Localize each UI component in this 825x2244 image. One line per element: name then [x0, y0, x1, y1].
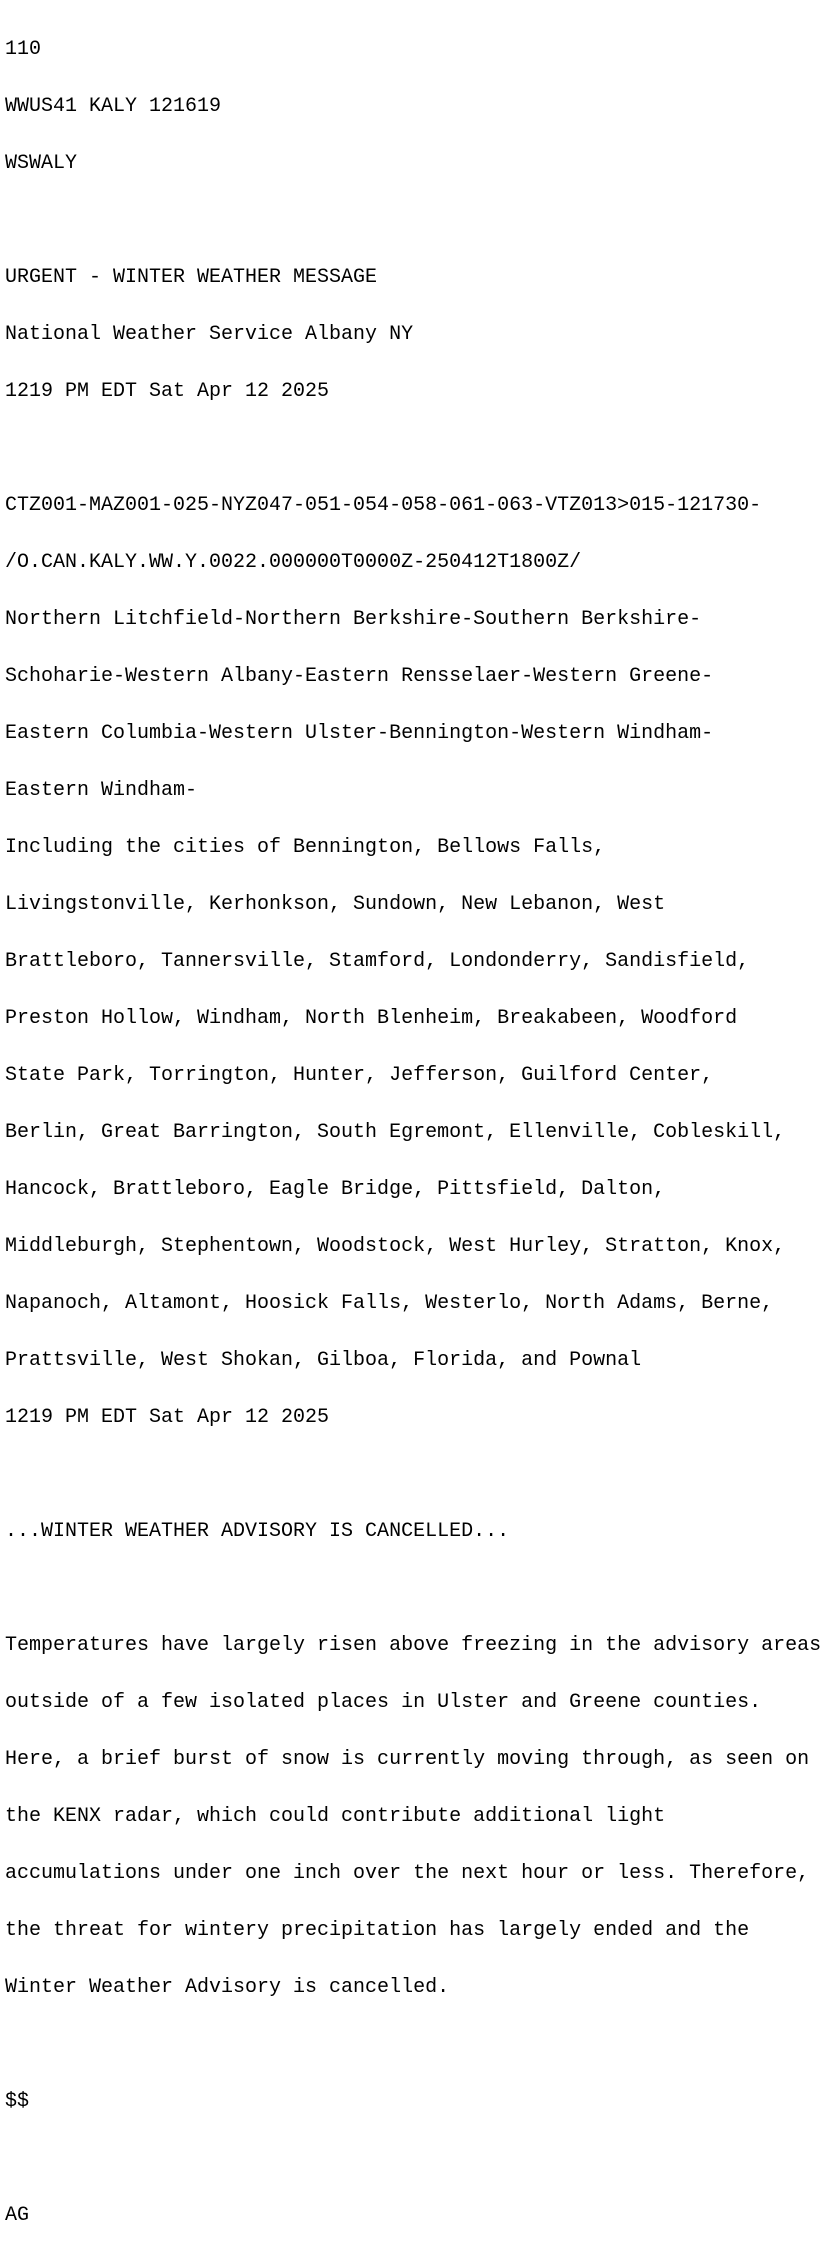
awips-id: WSWALY [5, 152, 78, 175]
segment-end-marker: $$ [5, 2090, 30, 2113]
forecaster-initials: AG [5, 2204, 30, 2227]
segment-issue-time: 1219 PM EDT Sat Apr 12 2025 [5, 1406, 330, 1429]
included-cities-line: Napanoch, Altamont, Hoosick Falls, Westerlo, North Adams, Berne, [5, 1292, 774, 1315]
blank-line [5, 2035, 825, 2054]
blank-line [5, 211, 825, 230]
discussion-line: Winter Weather Advisory is cancelled. [5, 1976, 450, 1999]
included-cities-line: Livingstonville, Kerhonkson, Sundown, New Lebanon, West [5, 893, 666, 916]
included-cities-line: Berlin, Great Barrington, South Egremont, Ellenville, Cobleskill, [5, 1121, 786, 1144]
discussion-line: the KENX radar, which could contribute additional light [5, 1805, 666, 1828]
zone-names-line: Eastern Columbia-Western Ulster-Bennington-Western Windham- [5, 722, 714, 745]
discussion-line: the threat for wintery precipitation has largely ended and the [5, 1919, 750, 1942]
headline: ...WINTER WEATHER ADVISORY IS CANCELLED... [5, 1520, 510, 1543]
zone-names-line: Schoharie-Western Albany-Eastern Rensselaer-Western Greene- [5, 665, 714, 688]
included-cities-line: Brattleboro, Tannersville, Stamford, Londonderry, Sandisfield, [5, 950, 750, 973]
blank-line [5, 1579, 825, 1598]
discussion-line: outside of a few isolated places in Ulster and Greene counties. [5, 1691, 762, 1714]
issuing-office: National Weather Service Albany NY [5, 323, 414, 346]
included-cities-line: State Park, Torrington, Hunter, Jefferson, Guilford Center, [5, 1064, 714, 1087]
included-cities-line: Including the cities of Bennington, Bellows Falls, [5, 836, 606, 859]
blank-line [5, 2149, 825, 2168]
zone-names-line: Eastern Windham- [5, 779, 198, 802]
included-cities-line: Preston Hollow, Windham, North Blenheim, Breakabeen, Woodford [5, 1007, 738, 1030]
included-cities-line: Middleburgh, Stephentown, Woodstock, West Hurley, Stratton, Knox, [5, 1235, 786, 1258]
ugc-zone-codes: CTZ001-MAZ001-025-NYZ047-051-054-058-061-063-VTZ013>015-121730- [5, 494, 762, 517]
zone-names-line: Northern Litchfield-Northern Berkshire-Southern Berkshire- [5, 608, 702, 631]
wmo-header: WWUS41 KALY 121619 [5, 95, 222, 118]
vtec-string: /O.CAN.KALY.WW.Y.0022.000000T0000Z-250412T1800Z/ [5, 551, 582, 574]
message-title: URGENT - WINTER WEATHER MESSAGE [5, 266, 378, 289]
discussion-line: accumulations under one inch over the next hour or less. Therefore, [5, 1862, 810, 1885]
blank-line [5, 1465, 825, 1484]
issue-time: 1219 PM EDT Sat Apr 12 2025 [5, 380, 330, 403]
discussion-line: Here, a brief burst of snow is currently moving through, as seen on [5, 1748, 810, 1771]
discussion-line: Temperatures have largely risen above freezing in the advisory areas [5, 1634, 822, 1657]
bulletin-sequence-number: 110 [5, 38, 42, 61]
blank-line [5, 439, 825, 458]
included-cities-line: Hancock, Brattleboro, Eagle Bridge, Pittsfield, Dalton, [5, 1178, 666, 1201]
included-cities-line: Prattsville, West Shokan, Gilboa, Florida, and Pownal [5, 1349, 642, 1372]
